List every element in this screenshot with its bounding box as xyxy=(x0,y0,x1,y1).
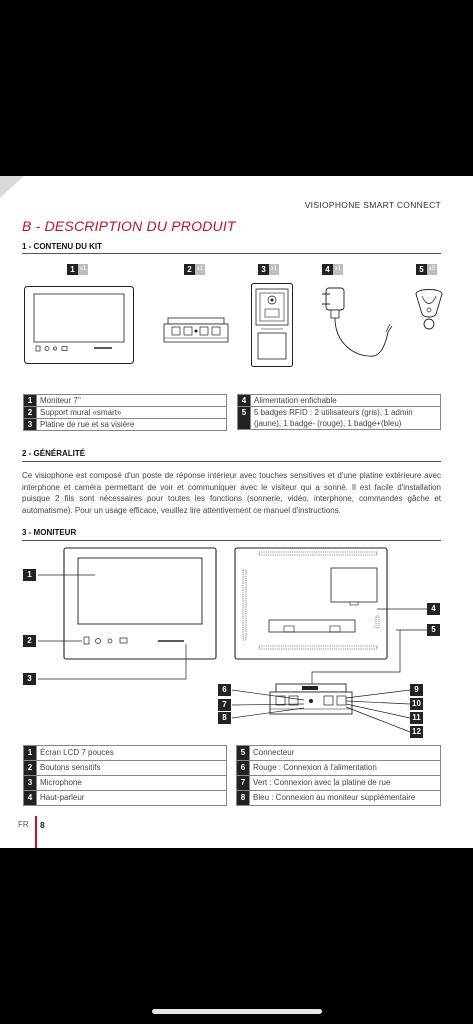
callout-8: 8 xyxy=(218,712,231,724)
table-row: 4 Alimentation enfichable xyxy=(238,395,441,407)
footer-language: FR xyxy=(18,820,29,829)
kit-badge-3: 3 x1 xyxy=(258,264,279,275)
table-row: 1 Écran LCD 7 pouces xyxy=(24,746,227,761)
callout-10: 10 xyxy=(410,698,423,710)
section-kit-heading: 1 - CONTENU DU KIT xyxy=(22,242,102,251)
table-row: 2 Boutons sensitifs xyxy=(24,761,227,776)
table-row: 8 Bleu : Connexion au moniteur supplémentaire xyxy=(237,791,441,806)
table-row: 5 5 badges RFID : 2 utilisateurs (gris), 1 admin (jaune), 1 badge- (rouge), 1 badge+(bleu) xyxy=(238,407,441,430)
footer-divider xyxy=(35,816,37,848)
callout-9: 9 xyxy=(410,684,423,696)
table-row: 2 Support mural «smart» xyxy=(24,407,227,419)
callout-3: 3 xyxy=(23,673,36,685)
table-row: 5 Connecteur xyxy=(237,746,441,761)
table-row: 1 Moniteur 7'' xyxy=(24,395,227,407)
table-row: 7 Vert : Connexion avec la platine de rue xyxy=(237,776,441,791)
kit-badge-1: 1 x1 xyxy=(67,264,88,275)
general-paragraph: Ce visiophone est composé d'un poste de réponse intérieur avec touches sensitives et d'une platine extérieure avec interphone et caméra permettant de voir et communiquer avec le visiteur qui a sonné. Il est facile d'installation puisque 2 fils sont nécessaires pour toutes les fonctions (sonnerie, vidéo, interphone, commandes gâche et automatisme). Pour un usage efficace, veuillez lire attentivement ce manuel d'instructions. xyxy=(22,471,441,515)
section-general-heading: 2 - GÉNÉRALITÉ xyxy=(22,449,86,458)
callout-6: 6 xyxy=(218,684,231,696)
table-row: 3 Platine de rue et sa visière xyxy=(24,419,227,431)
product-header: VISIOPHONE SMART CONNECT xyxy=(304,200,441,210)
table-row: 6 Rouge : Connexion à l'alimentation xyxy=(237,761,441,776)
callout-7: 7 xyxy=(218,699,231,711)
kit-badge-2: 2 x1 xyxy=(184,264,205,275)
callout-5: 5 xyxy=(427,624,440,636)
section-monitor-heading: 3 - MONITEUR xyxy=(22,528,77,537)
page-number: 8 xyxy=(40,820,45,830)
home-indicator[interactable] xyxy=(152,1009,322,1014)
callout-11: 11 xyxy=(410,712,423,724)
table-row: 4 Haut-parleur xyxy=(24,791,227,806)
kit-badge-5: 5 x5 xyxy=(416,264,437,275)
callout-2: 2 xyxy=(23,635,36,647)
page-title: B - DESCRIPTION DU PRODUIT xyxy=(22,218,236,234)
kit-badge-4: 4 x1 xyxy=(322,264,343,275)
monitor-table-right xyxy=(236,745,441,806)
document-page xyxy=(0,176,473,848)
callout-1: 1 xyxy=(23,569,36,581)
callout-4: 4 xyxy=(427,603,440,615)
monitor-table-left xyxy=(23,745,227,806)
callout-12: 12 xyxy=(410,726,423,738)
table-row: 3 Microphone xyxy=(24,776,227,791)
